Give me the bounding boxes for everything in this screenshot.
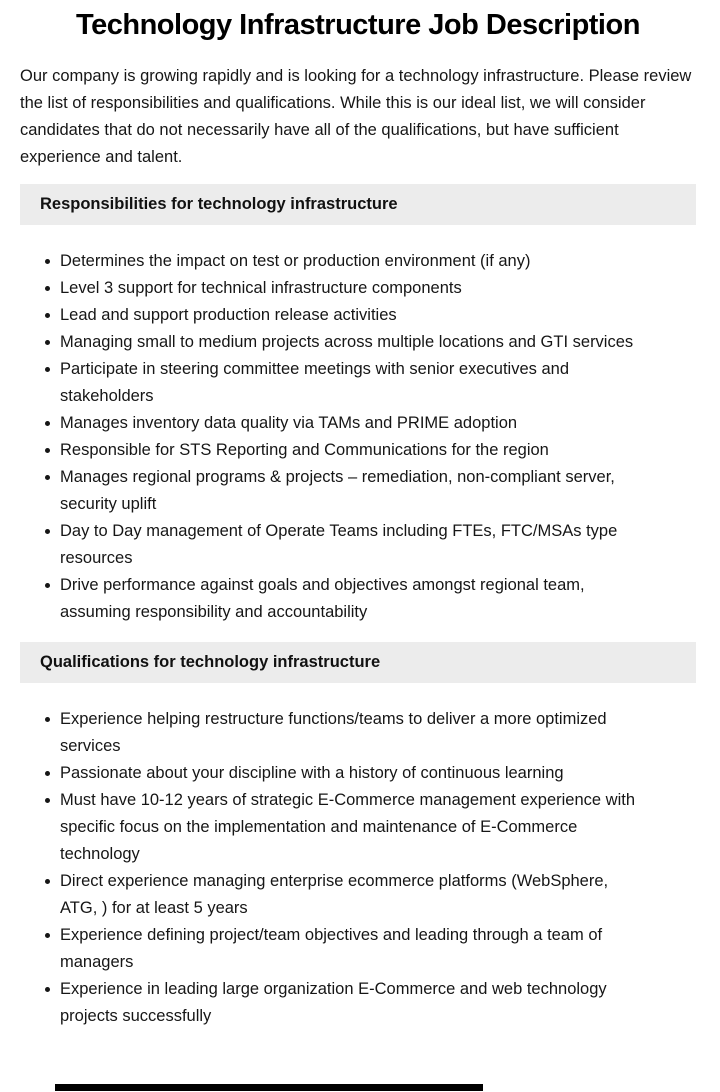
list-item: Drive performance against goals and objectives amongst regional team, assuming responsibility and accountability <box>20 572 640 626</box>
responsibilities-list <box>20 248 696 626</box>
list-item: Managing small to medium projects across multiple locations and GTI services <box>20 329 640 356</box>
responsibilities-heading: Responsibilities for technology infrastructure <box>20 184 696 225</box>
qualifications-heading: Qualifications for technology infrastructure <box>20 642 696 683</box>
qualifications-list <box>20 706 696 1030</box>
intro-paragraph: Our company is growing rapidly and is looking for a technology infrastructure. Please review the list of responsibilities and qualifications. While this is our ideal list, we will consider candidates that do not necessarily have all of the qualifications, but have sufficient experience and talent. <box>20 67 692 166</box>
list-item: Responsible for STS Reporting and Communications for the region <box>20 437 640 464</box>
list-item: Day to Day management of Operate Teams including FTEs, FTC/MSAs type resources <box>20 518 640 572</box>
page-title: Technology Infrastructure Job Description <box>76 9 640 41</box>
list-item: Manages inventory data quality via TAMs and PRIME adoption <box>20 410 640 437</box>
list-item: Level 3 support for technical infrastructure components <box>20 275 640 302</box>
job-description-page <box>0 8 720 1092</box>
list-item: Participate in steering committee meetings with senior executives and stakeholders <box>20 356 640 410</box>
list-item: Manages regional programs & projects – remediation, non-compliant server, security uplift <box>20 464 640 518</box>
list-item: Experience in leading large organization E-Commerce and web technology projects successfully <box>20 976 640 1030</box>
list-item: Experience helping restructure functions/teams to deliver a more optimized services <box>20 706 640 760</box>
list-item: Passionate about your discipline with a history of continuous learning <box>20 760 640 787</box>
list-item: Determines the impact on test or production environment (if any) <box>20 248 640 275</box>
list-item: Lead and support production release activities <box>20 302 640 329</box>
list-item: Direct experience managing enterprise ecommerce platforms (WebSphere, ATG, ) for at least 5 years <box>20 868 640 922</box>
list-item: Must have 10-12 years of strategic E-Commerce management experience with specific focus on the implementation and maintenance of E-Commerce technology <box>20 787 640 868</box>
section-qualifications <box>20 642 696 1030</box>
section-responsibilities <box>20 184 696 626</box>
list-item: Experience defining project/team objectives and leading through a team of managers <box>20 922 640 976</box>
bottom-divider <box>55 1084 483 1091</box>
